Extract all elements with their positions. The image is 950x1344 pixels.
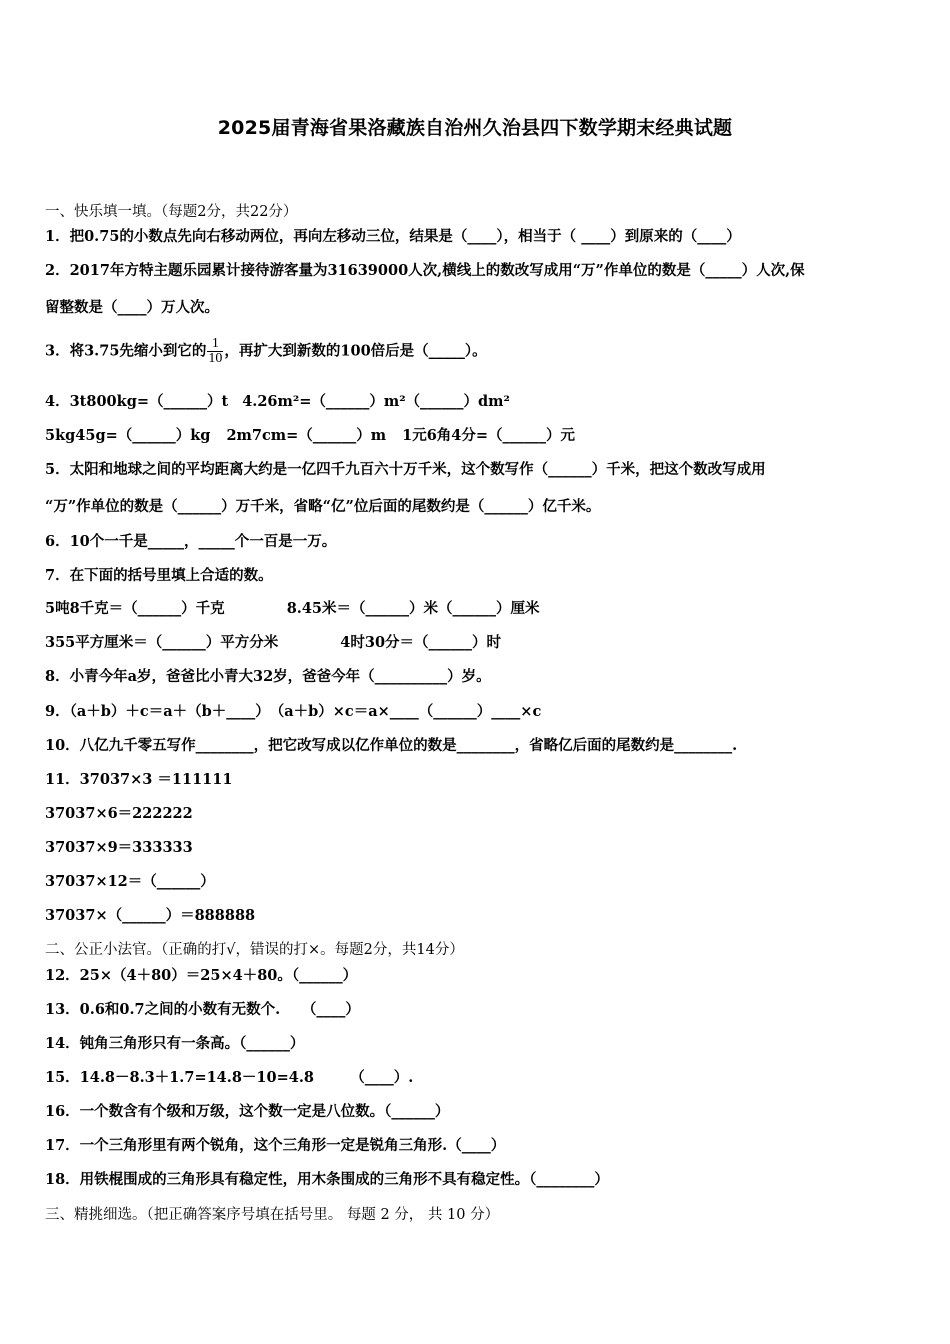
question-4-part2: 4.26m²=（______）m²（______）dm² — [242, 393, 510, 410]
question-4-part1: 4．3t800kg=（______）t — [45, 393, 229, 410]
question-1: 1．把0.75的小数点先向右移动两位，再向左移动三位，结果是（____），相当于（ ____）到原来的（____） — [45, 228, 741, 245]
question-2-line1: 2．2017年方特主题乐园累计接待游客量为31639000人次,横线上的数改写成用“万”作单位的数是（_____）人次,保 — [45, 262, 805, 279]
question-7-row1 — [45, 600, 540, 618]
question-11-line5: 37037×（______）＝888888 — [45, 907, 256, 924]
question-6: 6．10个一千是_____，_____个一百是一万。 — [45, 533, 337, 550]
section3-heading: 三、精挑细选。（把正确答案序号填在括号里。 每题 2 分， 共 10 分） — [45, 1207, 500, 1223]
question-5-line1: 5．太阳和地球之间的平均距离大约是一亿四千九百六十万千米，这个数写作（______）千米，把这个数改写成用 — [45, 461, 766, 478]
fraction-denominator: 10 — [208, 351, 223, 366]
fraction-one-tenth — [207, 337, 223, 366]
question-11-line1: 11．37037×3 ＝111111 — [45, 771, 233, 788]
section2-heading: 二、公正小法官。（正确的打√，错误的打×。每题2分，共14分） — [45, 942, 464, 958]
question-11-line3: 37037×9＝333333 — [45, 839, 193, 856]
question-18: 18．用铁棍围成的三角形具有稳定性，用木条围成的三角形不具有稳定性。（________） — [45, 1171, 609, 1188]
question-4-part4: 2m7cm=（______）m — [226, 427, 387, 444]
question-4-part5: 1元6角4分=（______）元 — [402, 427, 576, 444]
question-5-line2: “万”作单位的数是（______）万千米，省略“亿”位后面的尾数约是（______）亿千米。 — [45, 498, 601, 515]
question-2-line2: 留整数是（____）万人次。 — [45, 299, 219, 316]
question-16: 16．一个数含有个级和万级，这个数一定是八位数。（______） — [45, 1103, 450, 1120]
question-4-part3: 5kg45g=（______）kg — [45, 427, 211, 444]
question-7-item4: 4时30分＝（______）时 — [340, 634, 502, 651]
question-13: 13．0.6和0.7之间的小数有无数个. （____） — [45, 1001, 360, 1018]
question-4-line2 — [45, 427, 575, 445]
question-7-item2: 8.45米＝（______）米（______）厘米 — [286, 600, 540, 617]
question-12: 12．25×（4＋80）＝25×4＋80。（______） — [45, 967, 358, 984]
page-title: 2025届青海省果洛藏族自治州久治县四下数学期末经典试题 — [217, 117, 733, 139]
question-17: 17．一个三角形里有两个锐角，这个三角形一定是锐角三角形.（____） — [45, 1137, 506, 1154]
question-3-suffix: ，再扩大到新数的100倍后是（_____）。 — [224, 342, 487, 360]
question-7: 7．在下面的括号里填上合适的数。 — [45, 567, 273, 584]
question-15: 15．14.8－8.3＋1.7=14.8－10=4.8 （____）. — [45, 1069, 414, 1086]
question-7-row2 — [45, 634, 501, 652]
question-3-prefix: 3．将3.75先缩小到它的 — [45, 342, 207, 360]
question-11-line2: 37037×6＝222222 — [45, 805, 193, 822]
question-3 — [45, 337, 487, 366]
question-9: 9．（a＋b）＋c＝a＋（b＋____） （a＋b）×c＝a×____（______）____×c — [45, 703, 542, 720]
section1-heading: 一、快乐填一填。（每题2分，共22分） — [45, 204, 298, 220]
fraction-numerator: 1 — [211, 336, 219, 351]
question-4-line1 — [45, 393, 510, 411]
question-7-item3: 355平方厘米＝（______）平方分米 — [45, 634, 279, 651]
question-7-item1: 5吨8千克＝（______）千克 — [45, 600, 225, 617]
question-8: 8．小青今年a岁，爸爸比小青大32岁，爸爸今年（__________）岁。 — [45, 668, 491, 685]
question-11-line4: 37037×12＝（______） — [45, 873, 215, 890]
question-10: 10．八亿九千零五写作________，把它改写成以亿作单位的数是________，省略亿后面的尾数约是________. — [45, 737, 738, 754]
question-14: 14．钝角三角形只有一条高。（______） — [45, 1035, 305, 1052]
